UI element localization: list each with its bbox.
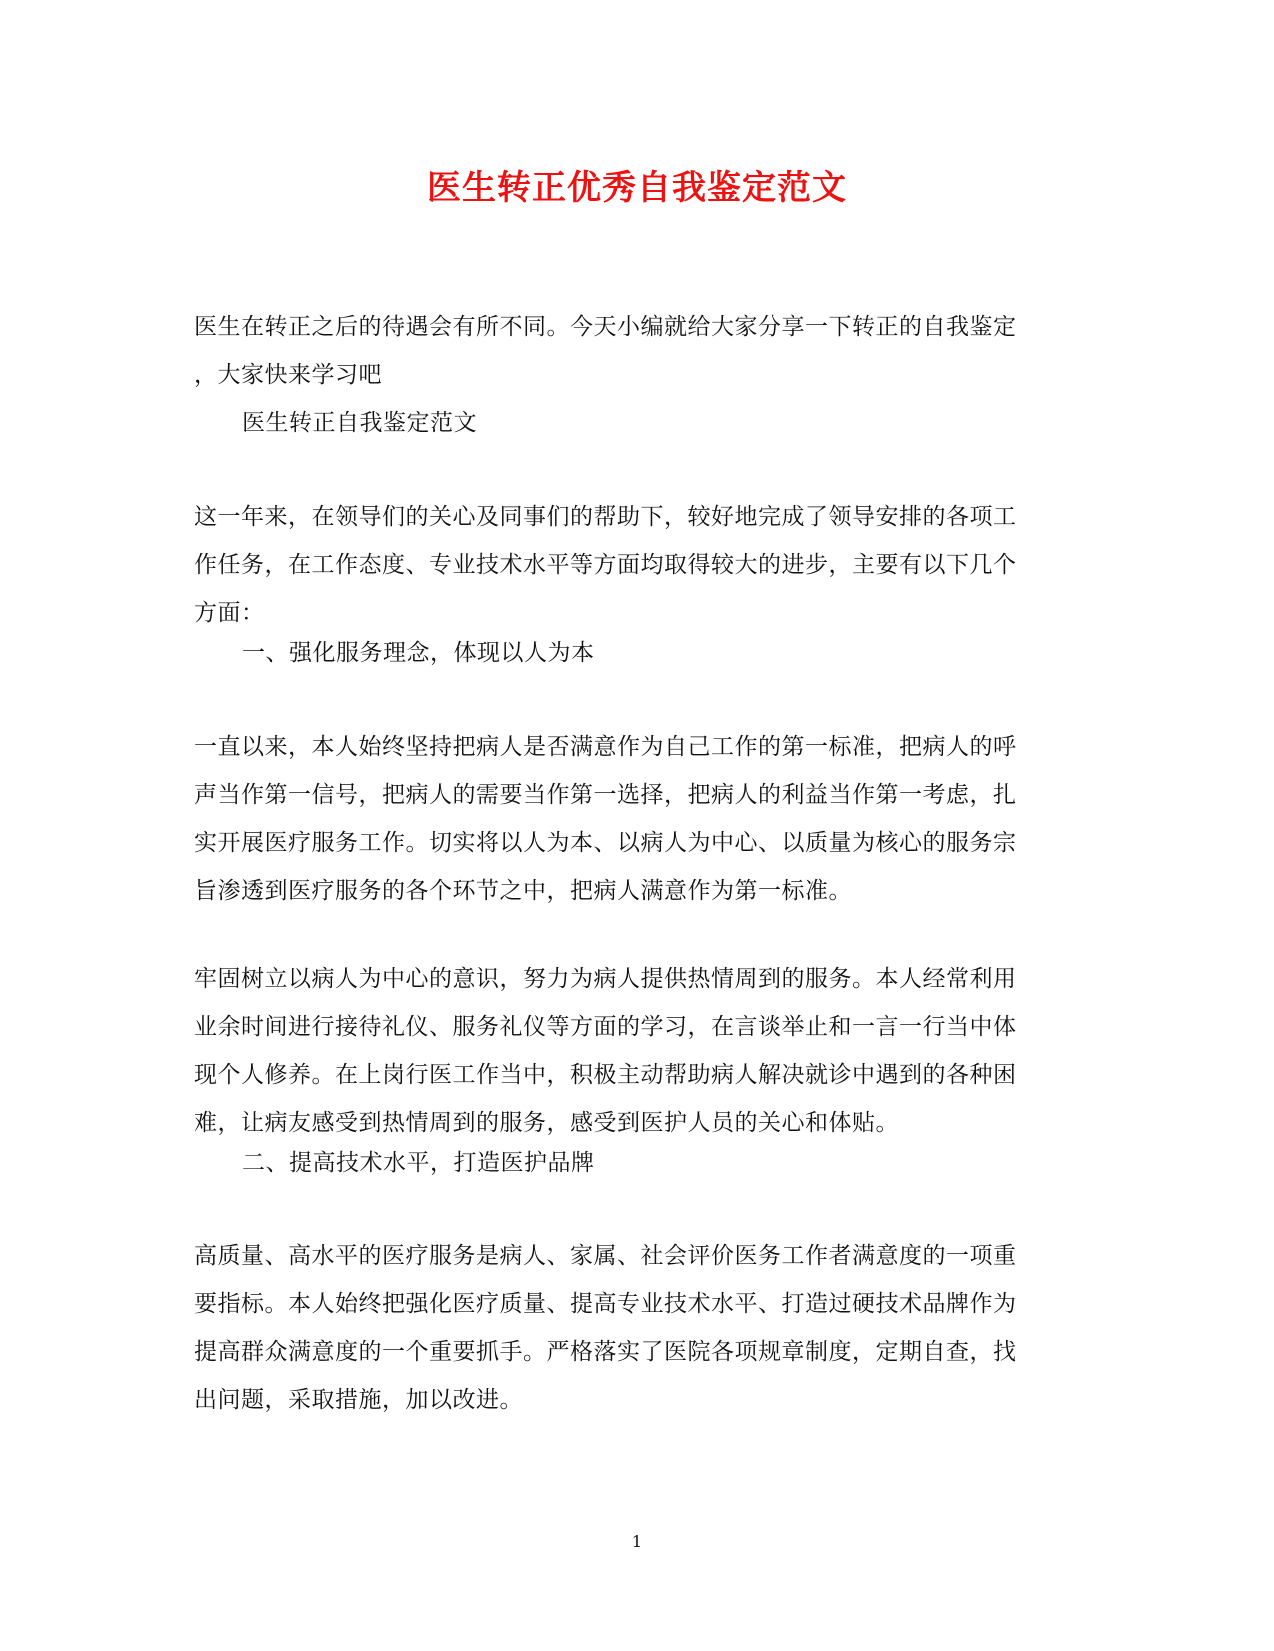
paragraph-3 (194, 955, 1074, 1147)
paragraph-line: 作任务，在工作态度、专业技术水平等方面均取得较大的进步，主要有以下几个 (194, 552, 1017, 578)
paragraph-line: 业余时间进行接待礼仪、服务礼仪等方面的学习，在言谈举止和一言一行当中体 (194, 1014, 1017, 1040)
paragraph-line: 牢固树立以病人为中心的意识，努力为病人提供热情周到的服务。本人经常利用 (194, 966, 1017, 992)
paragraph-line: 方面： (194, 600, 265, 626)
paragraph-line: 一直以来，本人始终坚持把病人是否满意作为自己工作的第一标准，把病人的呼 (194, 734, 1017, 760)
intro-line: ，大家快来学习吧 (194, 362, 382, 388)
paragraph-2 (194, 723, 1074, 915)
paragraph-line: 现个人修养。在上岗行医工作当中，积极主动帮助病人解决就诊中遇到的各种困 (194, 1062, 1017, 1088)
paragraph-line: 高质量、高水平的医疗服务是病人、家属、社会评价医务工作者满意度的一项重 (194, 1243, 1017, 1269)
section-heading-2: 二、提高技术水平，打造医护品牌 (242, 1150, 595, 1176)
paragraph-line: 出问题，采取措施，加以改进。 (194, 1387, 523, 1413)
paragraph-line: 旨渗透到医疗服务的各个环节之中，把病人满意作为第一标准。 (194, 878, 852, 904)
document-title: 医生转正优秀自我鉴定范文 (427, 168, 847, 208)
intro-paragraph (194, 303, 1074, 399)
paragraph-1 (194, 493, 1074, 637)
paragraph-line: 这一年来，在领导们的关心及同事们的帮助下，较好地完成了领导安排的各项工 (194, 504, 1017, 530)
paragraph-line: 实开展医疗服务工作。切实将以人为本、以病人为中心、以质量为核心的服务宗 (194, 830, 1017, 856)
section-heading-1: 一、强化服务理念，体现以人为本 (242, 640, 595, 666)
paragraph-line: 要指标。本人始终把强化医疗质量、提高专业技术水平、打造过硬技术品牌作为 (194, 1291, 1017, 1317)
intro-line: 医生在转正之后的待遇会有所不同。今天小编就给大家分享一下转正的自我鉴定 (194, 314, 1017, 340)
paragraph-4 (194, 1232, 1074, 1424)
subtitle: 医生转正自我鉴定范文 (242, 410, 477, 436)
paragraph-line: 声当作第一信号，把病人的需要当作第一选择，把病人的利益当作第一考虑，扎 (194, 782, 1017, 808)
page-number: 1 (631, 1532, 643, 1551)
paragraph-line: 难，让病友感受到热情周到的服务，感受到医护人员的关心和体贴。 (194, 1110, 899, 1136)
paragraph-line: 提高群众满意度的一个重要抓手。严格落实了医院各项规章制度，定期自查，找 (194, 1339, 1017, 1365)
